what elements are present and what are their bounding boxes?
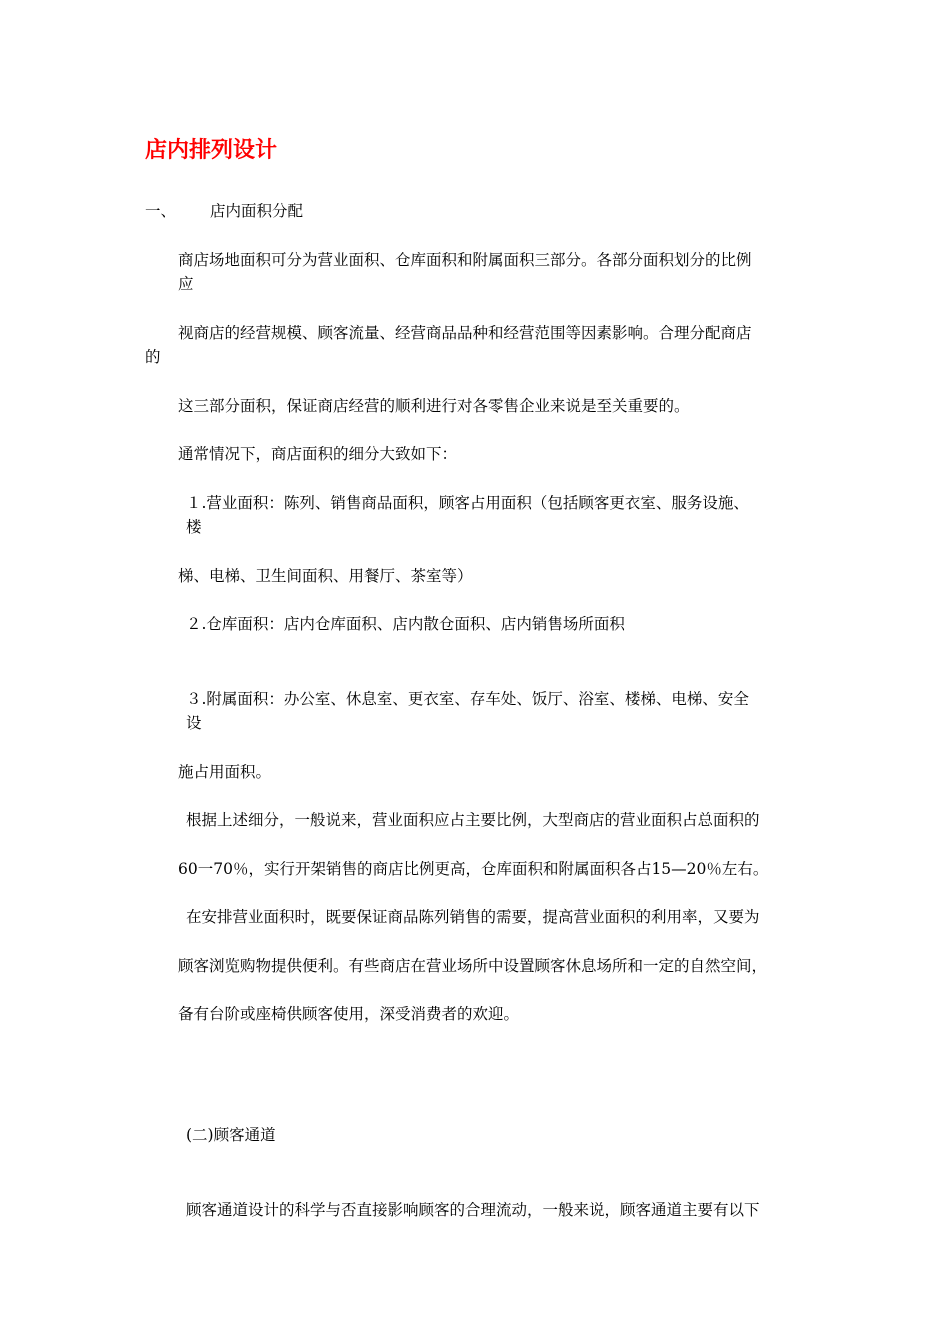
section-1-number: 一、 [145,202,177,220]
list-item-3: ３.附属面积：办公室、休息室、更衣室、存车处、饭厅、浴室、楼梯、电梯、安全 [186,690,749,708]
paragraph-line: 这三部分面积，保证商店经营的顺利进行对各零售企业来说是至关重要的。 [178,397,690,415]
paragraph-line: 商店场地面积可分为营业面积、仓库面积和附属面积三部分。各部分面积划分的比例 [178,251,752,269]
section-1-heading: 店内面积分配 [210,202,304,220]
paragraph-line: 通常情况下，商店面积的细分大致如下： [178,445,458,463]
paragraph-line: 60一70％，实行开架销售的商店比例更高，仓库面积和附属面积各占15—20％左右。 [178,860,769,878]
paragraph-line: 顾客浏览购物提供便利。有些商店在营业场所中设置顾客休息场所和一定的自然空间， [178,957,768,975]
paragraph-line: 顾客通道设计的科学与否直接影响顾客的合理流动，一般来说，顾客通道主要有以下 [186,1201,760,1219]
list-item-1-continuation: 梯、电梯、卫生间面积、用餐厅、茶室等） [178,567,473,585]
list-item-2: ２.仓库面积：店内仓库面积、店内散仓面积、店内销售场所面积 [186,615,625,633]
paragraph-line: 应 [178,275,194,293]
paragraph-line: 根据上述细分，一般说来，营业面积应占主要比例，大型商店的营业面积占总面积的 [186,811,760,829]
paragraph-line: 的 [145,348,161,366]
section-2-heading: (二)顾客通道 [186,1126,276,1144]
paragraph-line: 视商店的经营规模、顾客流量、经营商品品种和经营范围等因素影响。合理分配商店 [178,324,752,342]
list-item-3-wrap: 设 [186,714,202,732]
list-item-3-continuation: 施占用面积。 [178,763,272,781]
list-item-1: １.营业面积：陈列、销售商品面积，顾客占用面积（包括顾客更衣室、服务设施、 [186,494,749,512]
paragraph-line: 备有台阶或座椅供顾客使用，深受消费者的欢迎。 [178,1005,520,1023]
list-item-1-wrap: 楼 [186,518,202,536]
paragraph-line: 在安排营业面积时，既要保证商品陈列销售的需要，提高营业面积的利用率，又要为 [186,908,760,926]
page-title: 店内排列设计 [145,138,278,163]
